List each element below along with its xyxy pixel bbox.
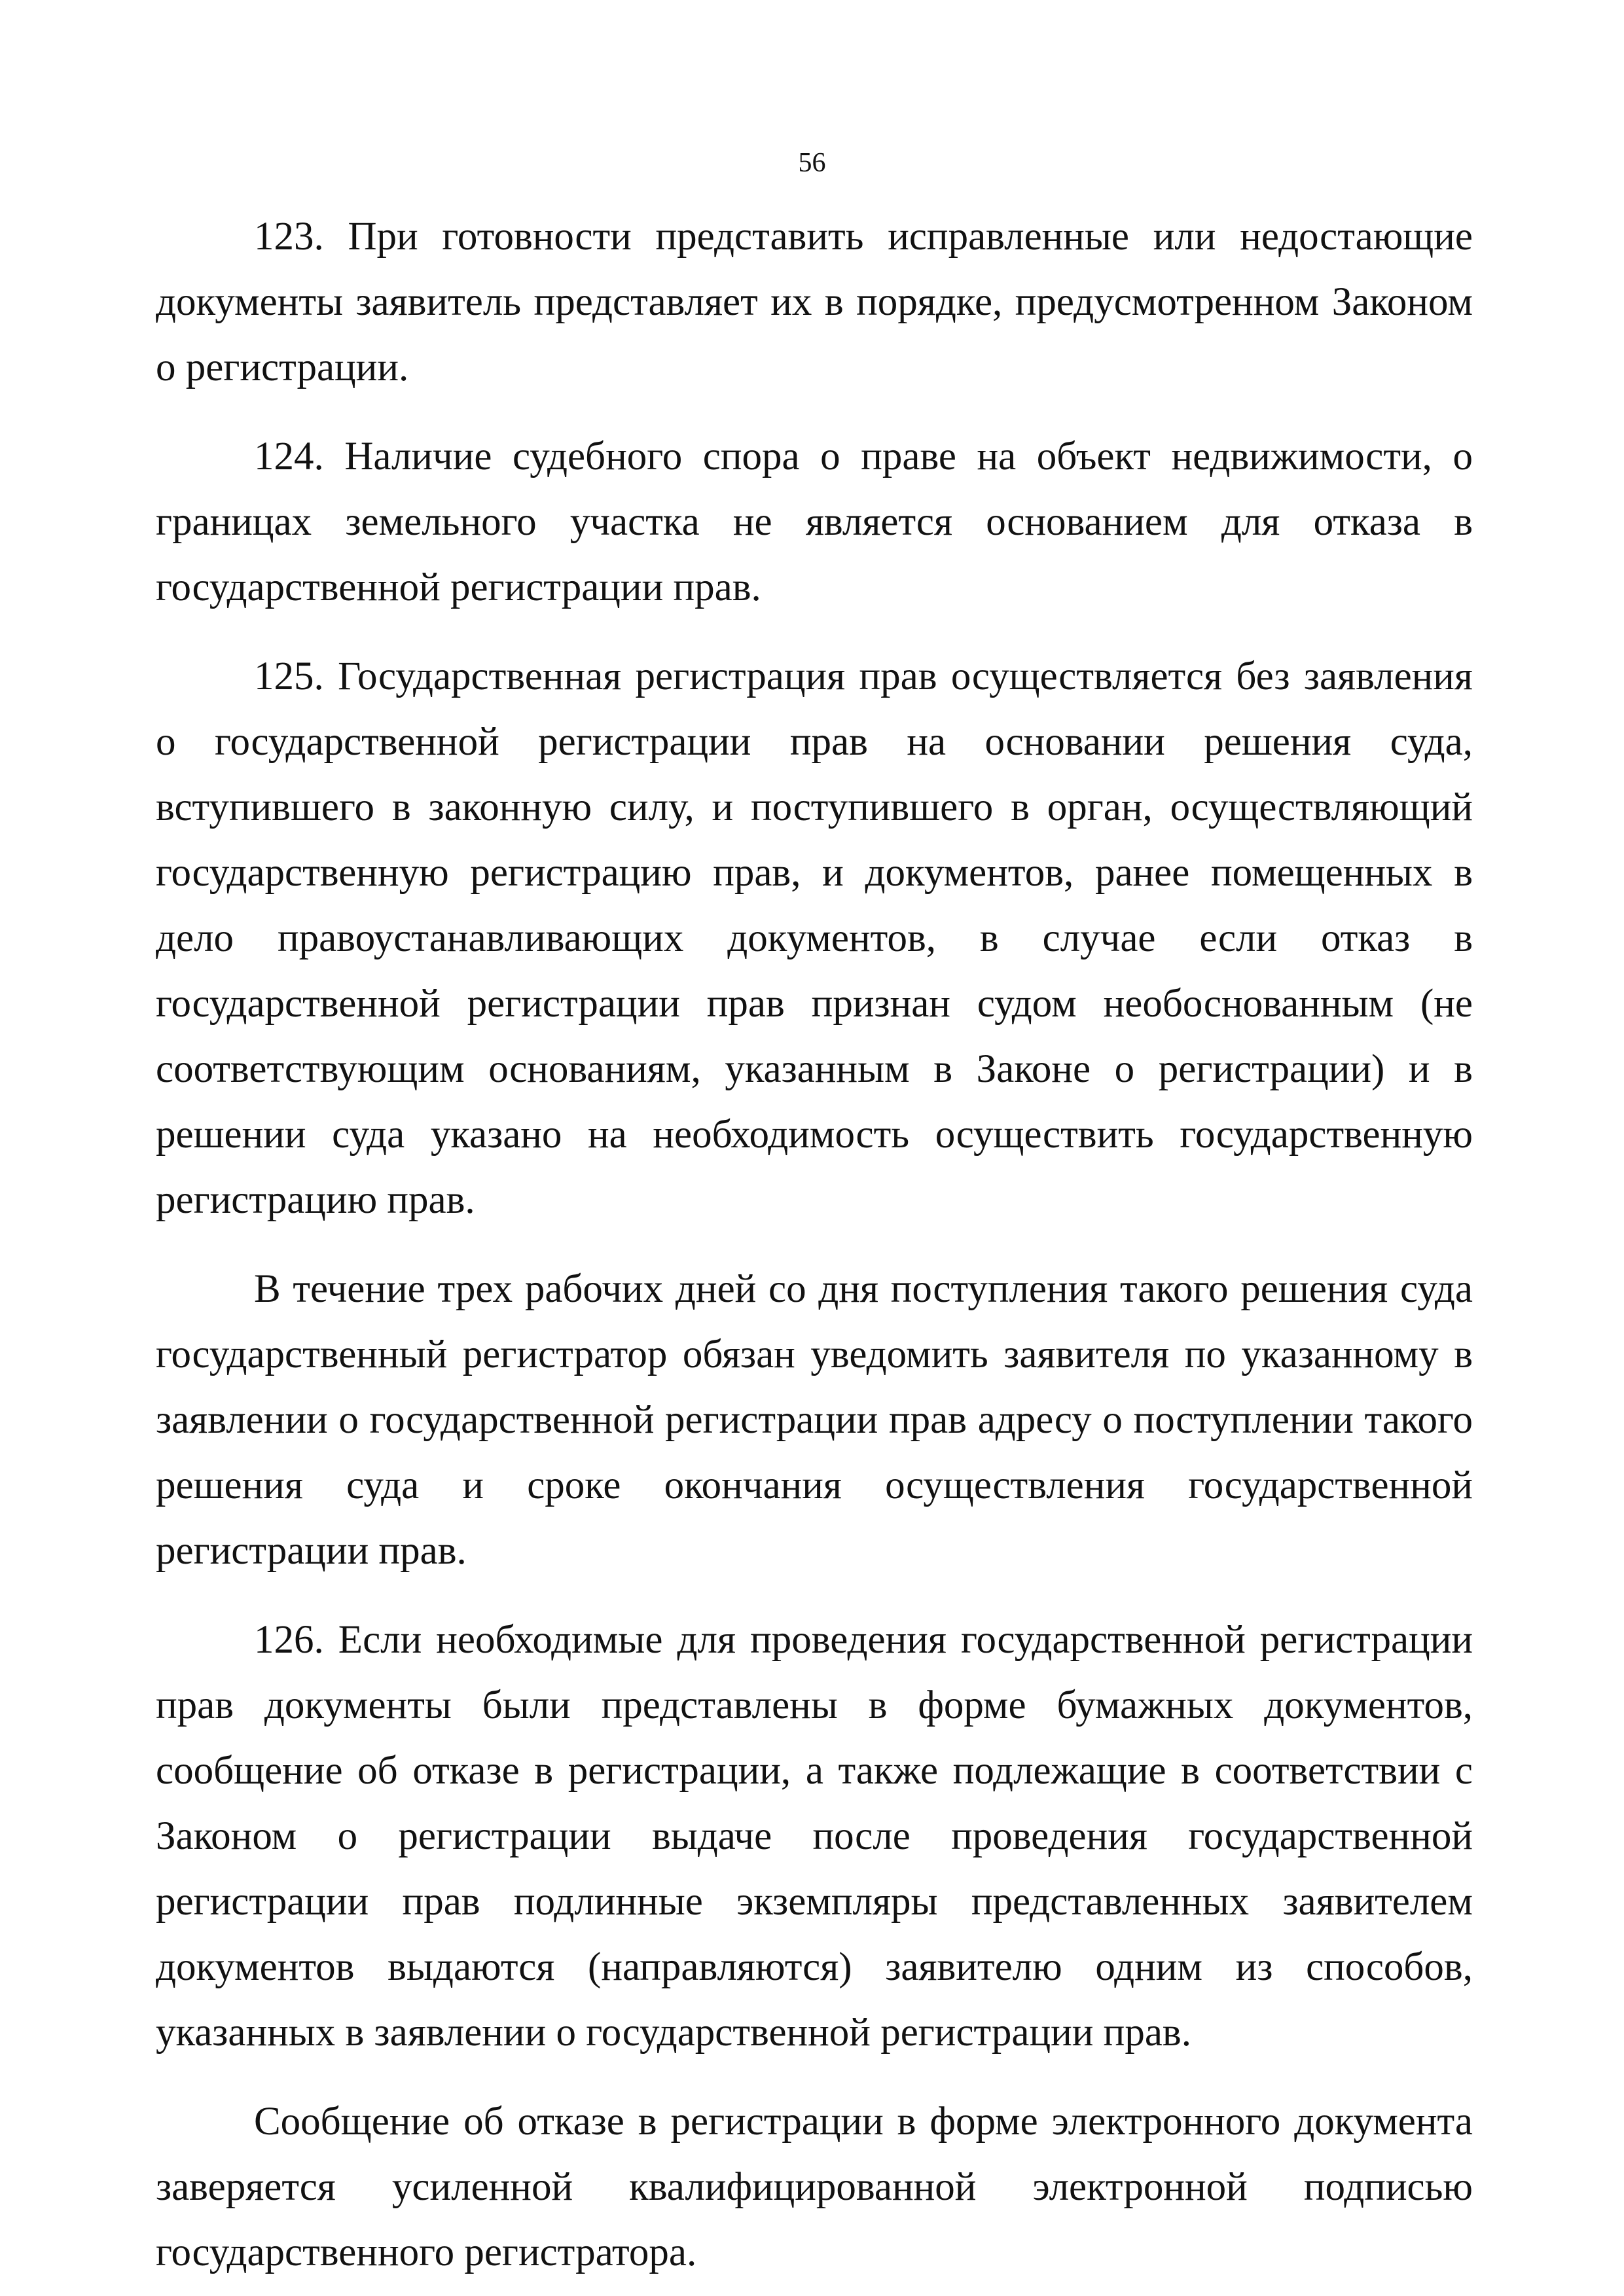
paragraph-125-continuation: В течение трех рабочих дней со дня поступления такого решения суда государственный регистратор обязан уведомить заявителя по указанному в заявлении о государственной регистрации прав адресу о поступлении такого решения суда и сроке окончания осуществления государственной регистрации прав. — [156, 1267, 1473, 1573]
paragraph-126-continuation: Сообщение об отказе в регистрации в форме электронного документа заверяется усиленной квалифицированной электронной подписью государственного регистратора. — [156, 2100, 1473, 2274]
paragraph-123: 123. При готовности представить исправленные или недостающие документы заявитель представляет их в порядке, предусмотренном Законом о регистрации. — [156, 215, 1473, 389]
paragraph-126: 126. Если необходимые для проведения государственной регистрации прав документы были представлены в форме бумажных документов, сообщение об отказе в регистрации, а также подлежащие в соответствии с Законом о регистрации выдаче после проведения государственной регистрации прав подлинные экземпляры представленных заявителем документов выдаются (направляются) заявителю одним из способов, указанных в заявлении о государственной регистрации прав. — [156, 1618, 1473, 2054]
paragraph-124: 124. Наличие судебного спора о праве на объект недвижимости, о границах земельного участка не является основанием для отказа в государственной регистрации прав. — [156, 435, 1473, 609]
page-number: 56 — [798, 148, 826, 178]
document-body — [156, 204, 1473, 2286]
paragraph-125: 125. Государственная регистрация прав осуществляется без заявления о государственной регистрации прав на основании решения суда, вступившего в законную силу, и поступившего в орган, осуществляющий государственную регистрацию прав, и документов, ранее помещенных в дело правоустанавливающих документов, в случае если отказ в государственной регистрации прав признан судом необоснованным (не соответствующим основаниям, указанным в Законе о регистрации) и в решении суда указано на необходимость осуществить государственную регистрацию прав. — [156, 655, 1473, 1222]
